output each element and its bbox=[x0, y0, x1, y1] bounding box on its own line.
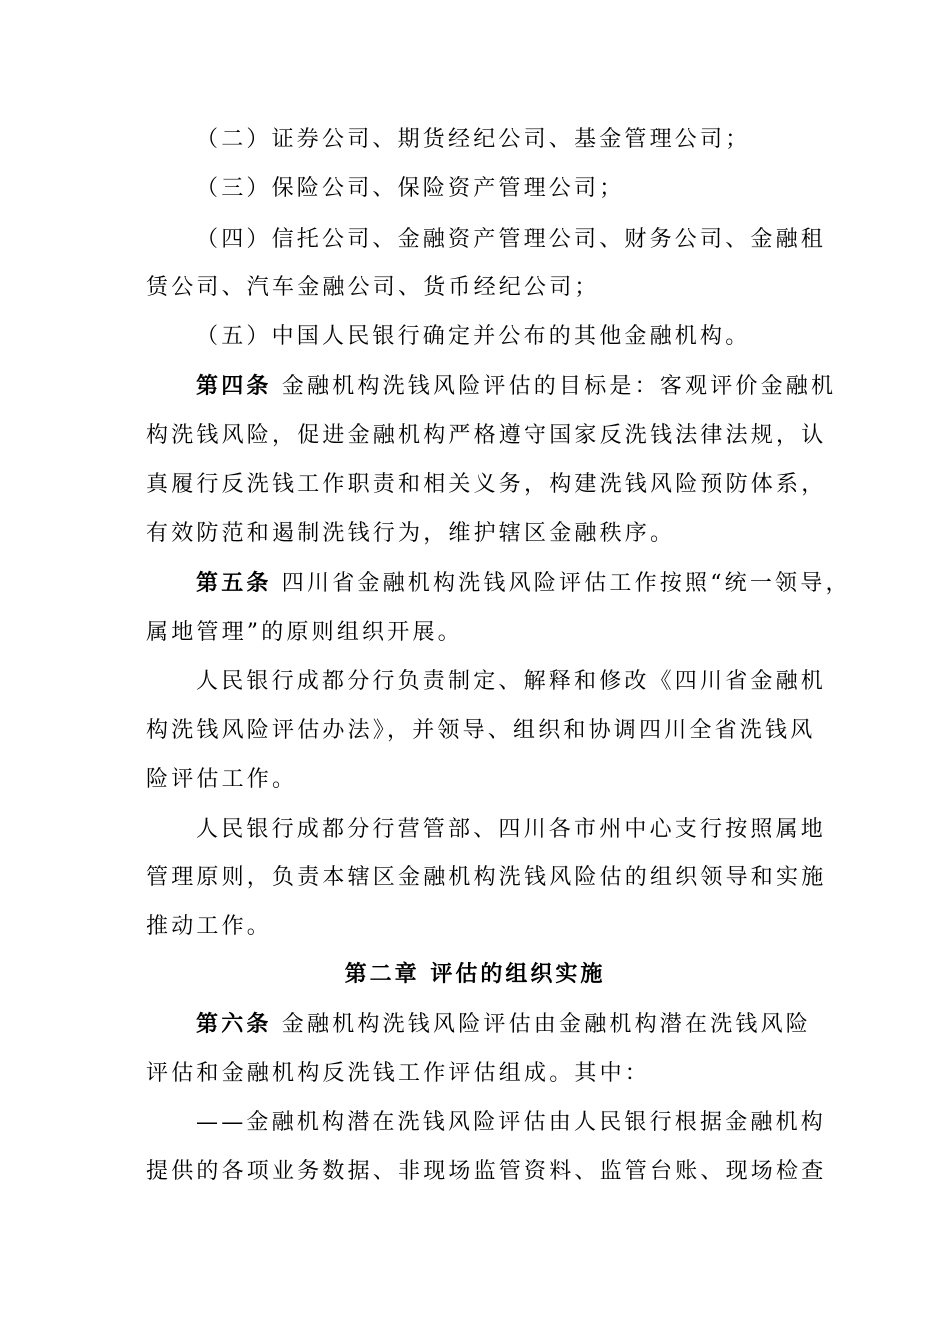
article-label: 第五条 bbox=[196, 571, 272, 596]
text-line: 构洗钱风险评估办法》，并领导、组织和协调四川全省洗钱风 bbox=[146, 718, 816, 743]
text-line: 人民银行成都分行营管部、四川各市州中心支行按照属地 bbox=[196, 817, 827, 842]
text-line: 提供的各项业务数据、非现场监管资料、监管台账、现场检查 bbox=[146, 1159, 827, 1184]
text-line: 险评估工作。 bbox=[146, 767, 298, 792]
article-label: 第六条 bbox=[196, 1012, 272, 1037]
text-line: 构洗钱风险，促进金融机构严格遵守国家反洗钱法律法规，认 bbox=[146, 423, 827, 448]
article-6-paragraph bbox=[196, 1010, 876, 1040]
text-line: ——金融机构潜在洗钱风险评估由人民银行根据金融机构 bbox=[196, 1110, 827, 1135]
text-line: （二）证券公司、期货经纪公司、基金管理公司； bbox=[196, 127, 751, 152]
chapter-heading: 第二章 评估的组织实施 bbox=[344, 962, 606, 987]
text-line: 赁公司、汽车金融公司、货币经纪公司； bbox=[146, 275, 600, 300]
text-line: （四）信托公司、金融资产管理公司、财务公司、金融租 bbox=[196, 227, 827, 252]
text-span: 金融机构洗钱风险评估由金融机构潜在洗钱风险 bbox=[271, 1012, 812, 1037]
text-line: 属地管理”的原则组织开展。 bbox=[146, 620, 463, 645]
article-label: 第四条 bbox=[196, 374, 272, 399]
text-line: （三）保险公司、保险资产管理公司； bbox=[196, 176, 625, 201]
text-line: 真履行反洗钱工作职责和相关义务，构建洗钱风险预防体系， bbox=[146, 472, 827, 497]
text-line: 管理原则，负责本辖区金融机构洗钱风险估的组织领导和实施 bbox=[146, 865, 827, 890]
article-5-paragraph bbox=[196, 569, 876, 599]
text-line: （五）中国人民银行确定并公布的其他金融机构。 bbox=[196, 324, 751, 349]
article-4-paragraph bbox=[196, 372, 876, 402]
text-line: 推动工作。 bbox=[146, 914, 273, 939]
text-line: 评估和金融机构反洗钱工作评估组成。其中： bbox=[146, 1061, 651, 1086]
text-span: 四川省金融机构洗钱风险评估工作按照“统一领导， bbox=[271, 571, 851, 596]
text-span: 金融机构洗钱风险评估的目标是：客观评价金融机 bbox=[271, 374, 837, 399]
text-line: 人民银行成都分行负责制定、解释和修改《四川省金融机 bbox=[196, 669, 827, 694]
text-line: 有效防范和遏制洗钱行为，维护辖区金融秩序。 bbox=[146, 521, 676, 546]
